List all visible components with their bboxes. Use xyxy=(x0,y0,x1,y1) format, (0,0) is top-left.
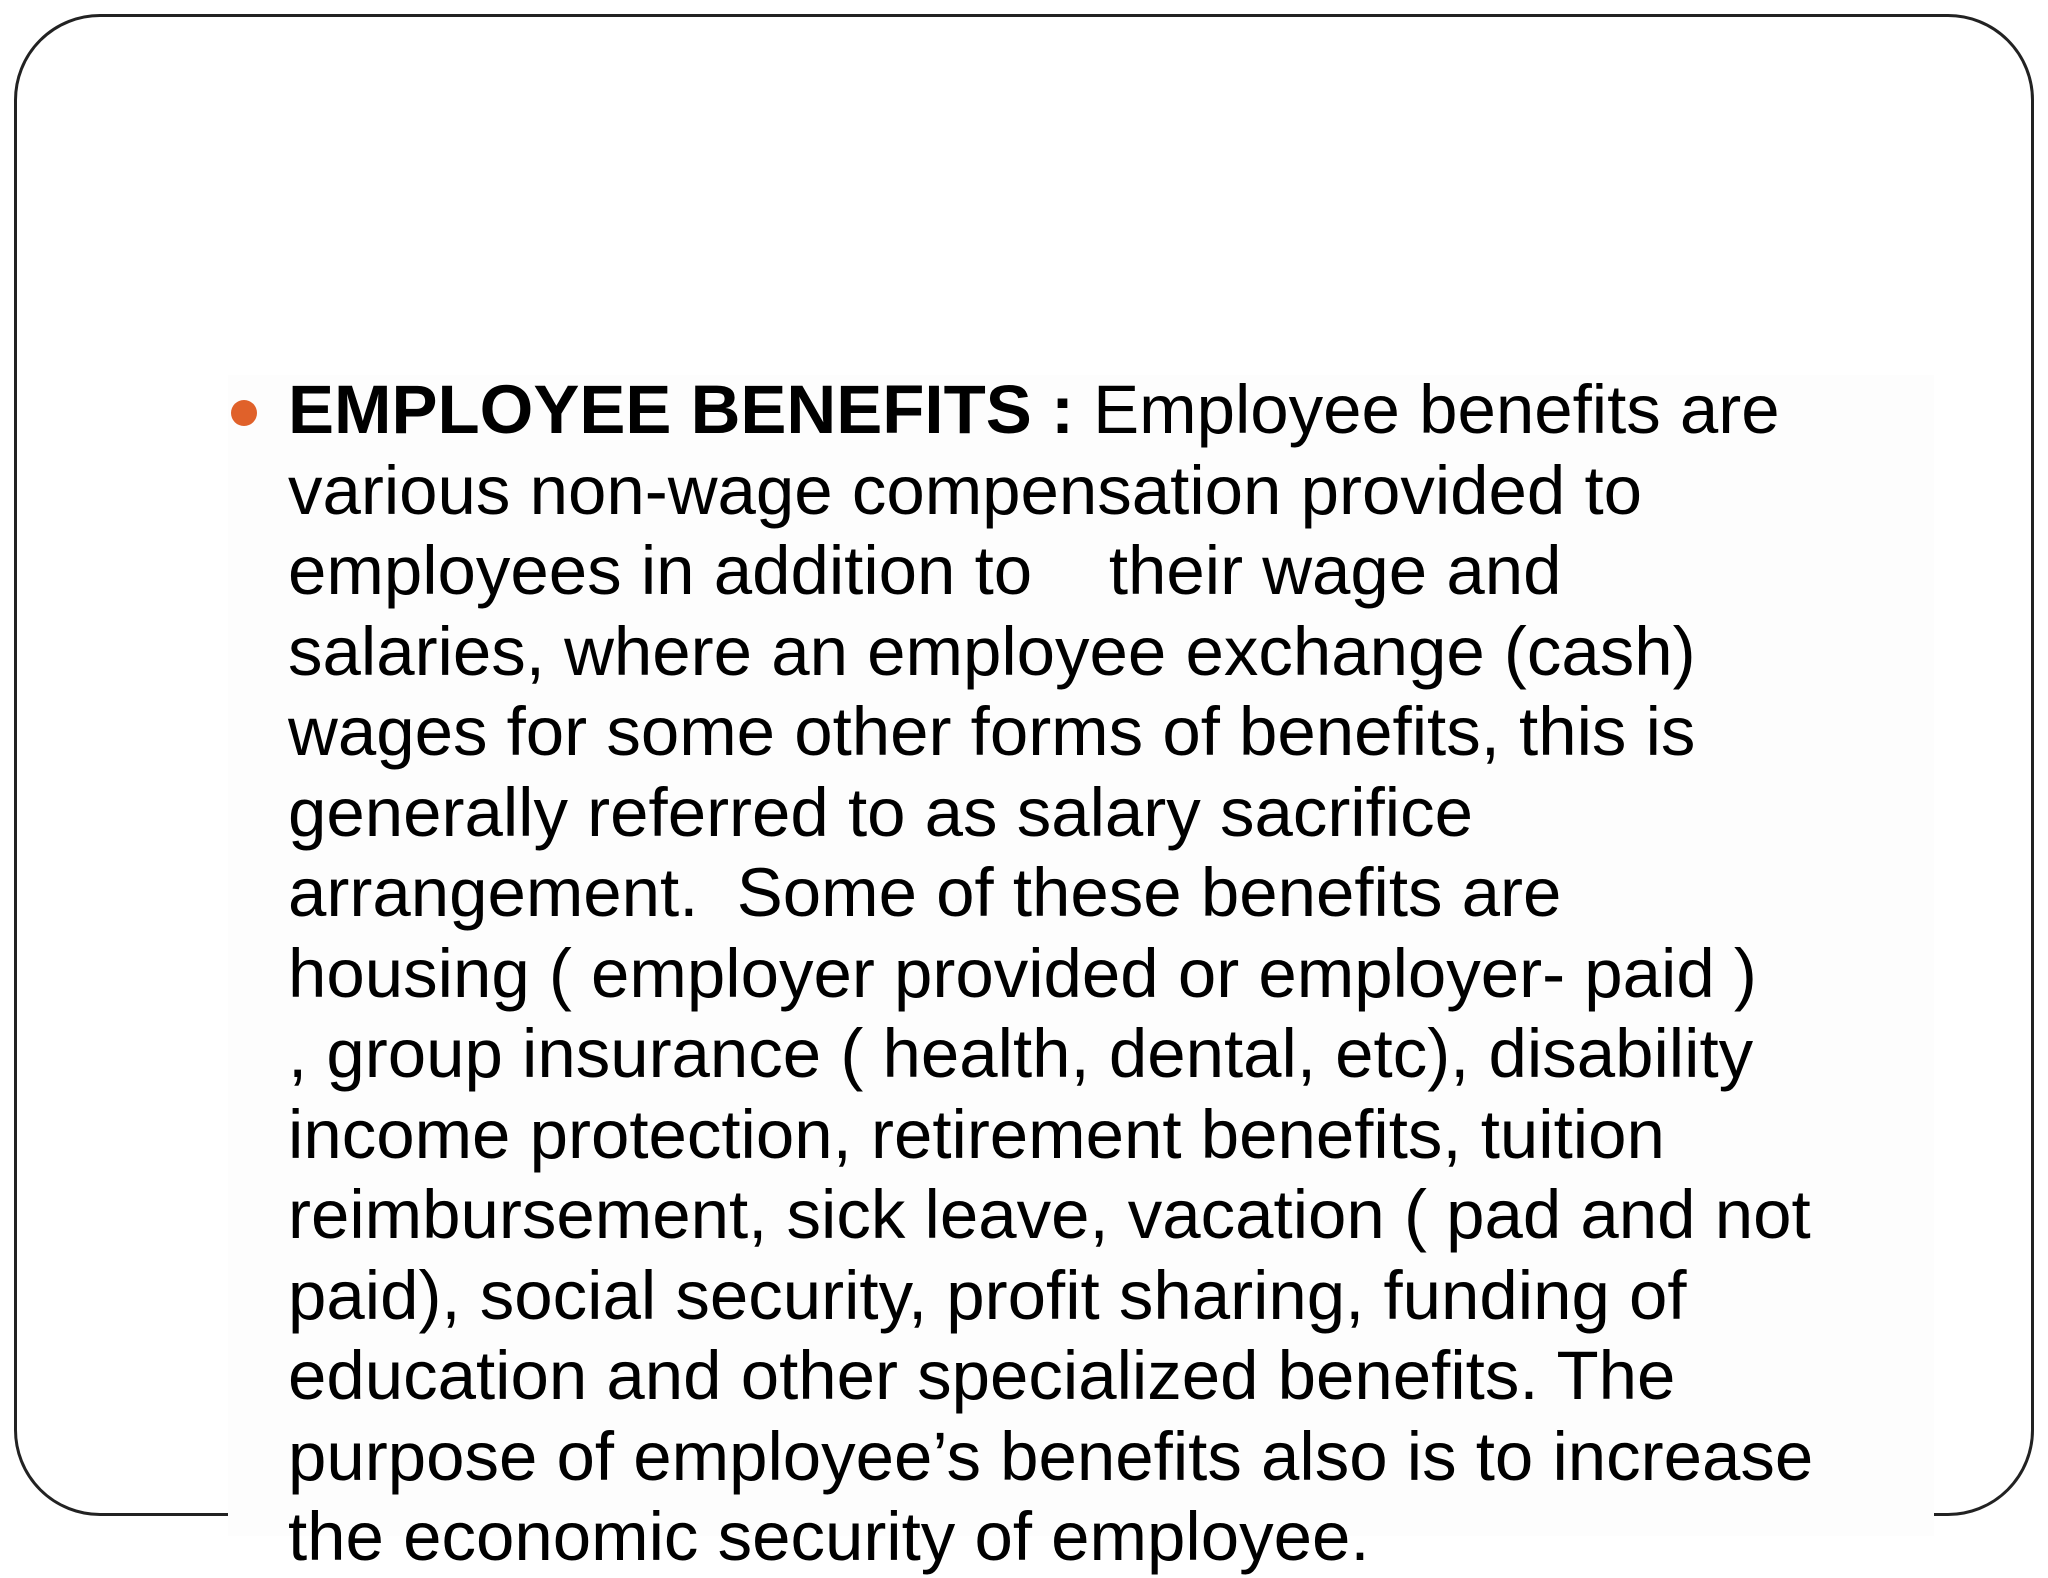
bullet-line-11: reimbursement, sick leave, vacation ( pad and not xyxy=(288,1176,1811,1253)
bullet-line-4: salaries, where an employee exchange (cash) xyxy=(288,612,1696,690)
bullet-line-1 xyxy=(288,370,1991,451)
bullet-item xyxy=(231,370,1991,1578)
bullet-line-12: paid), social security, profit sharing, funding of xyxy=(288,1256,1687,1334)
bullet-line-15: the economic security of employee. xyxy=(288,1498,1370,1575)
bullet-line-14: purpose of employee’s benefits also is to increase xyxy=(288,1417,1814,1495)
bullet-line-13: education and other specialized benefits. The xyxy=(288,1337,1676,1414)
bullet-line-1-text: Employee benefits are xyxy=(1073,371,1780,448)
bullet-line-6: generally referred to as salary sacrifice xyxy=(288,773,1473,851)
bullet-term: EMPLOYEE BENEFITS : xyxy=(288,371,1074,448)
bullet-line-10: income protection, retirement benefits, tuition xyxy=(288,1095,1665,1173)
bullet-line-8: housing ( employer provided or employer- paid ) xyxy=(288,934,1757,1012)
bullet-line-7: arrangement. Some of these benefits are xyxy=(288,854,1562,931)
bullet-line-2: various non-wage compensation provided to xyxy=(288,451,1642,529)
bullet-line-3: employees in addition to their wage and xyxy=(288,532,1562,609)
bullet-line-5: wages for some other forms of benefits, this is xyxy=(288,693,1696,770)
bullet-line-9: , group insurance ( health, dental, etc), disability xyxy=(288,1015,1754,1092)
bullet-dot-icon xyxy=(231,400,257,426)
